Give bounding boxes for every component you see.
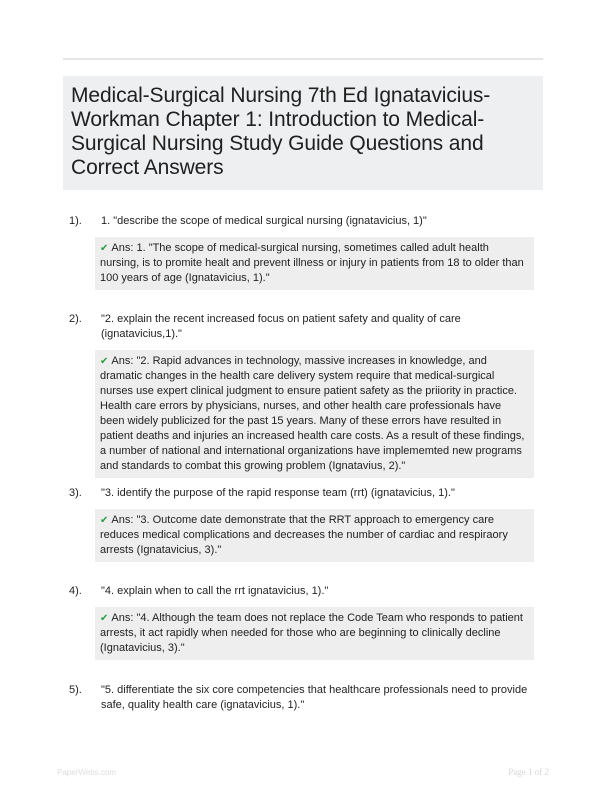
question-number: 5). (69, 684, 82, 696)
question-number: 3). (69, 487, 82, 499)
question-number: 2). (69, 313, 82, 325)
answer-text: Ans: "3. Outcome date demonstrate that the RRT approach to emergency care reduces medical complications and decreases the number of cardiac and respiraory arrests (Ignatavicius, 3)." (100, 514, 508, 556)
answer-text: Ans: "4. Although the team does not replace the Code Team who responds to patient arrests, it act rapidly when needed for those who are beginning to clinically decline (Ignatavicius, 3)." (100, 612, 523, 654)
qa-item (63, 312, 543, 478)
checkmark-icon: ✔ (100, 613, 109, 624)
footer-watermark: PaperWebs.com (57, 768, 116, 777)
question-number: 1). (69, 215, 82, 227)
title-box (63, 76, 543, 190)
top-divider (63, 58, 543, 60)
checkmark-icon: ✔ (100, 356, 109, 367)
qa-item (63, 683, 543, 713)
question-row (63, 214, 543, 229)
question-row (63, 683, 543, 713)
answer-text: Ans: 1. "The scope of medical-surgical nursing, sometimes called adult health nursing, is to promite healt and prevent illness or injury in patients from 18 to older than 100 years of age (Ignatavicius, 1)." (100, 242, 524, 284)
checkmark-icon: ✔ (100, 515, 109, 526)
checkmark-icon: ✔ (100, 243, 109, 254)
answer-box (95, 607, 534, 660)
qa-item (63, 486, 543, 562)
question-number: 4). (69, 585, 82, 597)
question-text: "5. differentiate the six core competencies that healthcare professionals need to provide safe, quality health care (ignatavicius, 1)." (101, 684, 528, 711)
question-row (63, 486, 543, 501)
qa-item (63, 214, 543, 290)
question-text: 1. "describe the scope of medical surgical nursing (ignatavicius, 1)" (101, 215, 427, 227)
answer-text: Ans: "2. Rapid advances in technology, massive increases in knowledge, and dramatic changes in the health care delivery system require that medical-surgical nurses use expert clinical judgment to ensure patient safety as the priiority in practice. Health care errors by physicians, nurses, and other health care professionals have been widely publicized for the past 15 years. Many of these errors have resulted in patient deaths and injuries an increased health care costs. As a result of these findings, a number of national and international organizations have implememted new programs and standards to combat this growing problem (Ignatavius, 2)." (100, 355, 525, 472)
document-title: Medical-Surgical Nursing 7th Ed Ignatavicius-Workman Chapter 1: Introduction to Medical-Surgical Nursing Study Guide Questions and Correct Answers (71, 84, 491, 179)
question-text: "3. identify the purpose of the rapid response team (rrt) (ignatavicius, 1)." (101, 487, 455, 499)
page-number: Page 1 of 2 (508, 767, 549, 777)
question-row (63, 312, 543, 342)
answer-box (95, 350, 534, 478)
answer-box (95, 509, 534, 562)
question-text: "4. explain when to call the rrt ignatavicius, 1)." (101, 585, 329, 597)
question-row (63, 584, 543, 599)
question-text: "2. explain the recent increased focus on patient safety and quality of care (ignatavicius,1)." (101, 313, 461, 340)
answer-box (95, 237, 534, 290)
qa-item (63, 584, 543, 660)
